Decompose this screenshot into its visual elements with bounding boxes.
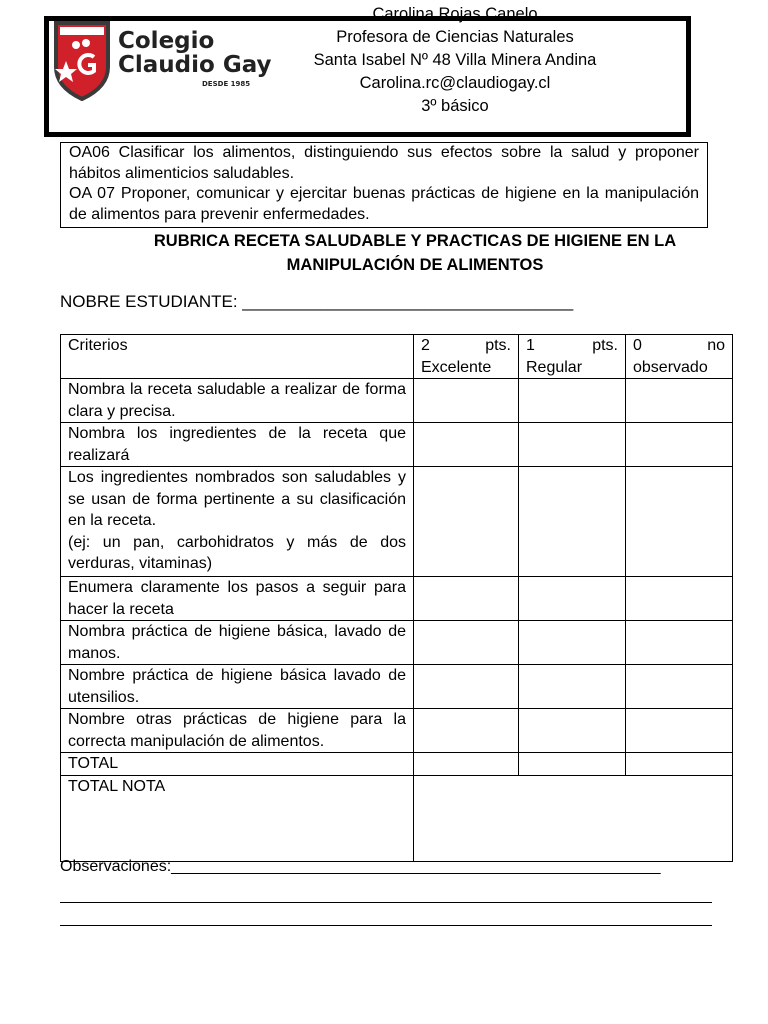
score-cell[interactable] [414, 423, 519, 467]
header-not-observed-points: 0 [633, 337, 642, 354]
score-cell[interactable] [626, 665, 733, 709]
header-excellent-unit: pts. [485, 337, 511, 354]
criterion-handwashing: Nombra práctica de higiene básica, lavado de manos. [61, 621, 414, 665]
score-cell[interactable] [414, 379, 519, 423]
score-cell[interactable] [519, 379, 626, 423]
criterion-healthy-example: (ej: un pan, carbohidratos y más de dos verduras, vitaminas) [68, 533, 406, 572]
objective-oa07: OA 07 Proponer, comunicar y ejercitar buenas prácticas de higiene en la manipulación de alimentos para prevenir enfermedades. [69, 185, 699, 223]
rubric-table [60, 334, 733, 862]
score-cell[interactable] [414, 577, 519, 621]
score-cell[interactable] [626, 621, 733, 665]
total-grade-row [61, 775, 733, 861]
objective-oa06: OA06 Clasificar los alimentos, distinguiendo sus efectos sobre la salud y proponer hábitos alimenticios saludables. [69, 144, 699, 182]
criterion-healthy-text: Los ingredientes nombrados son saludables y se usan de forma pertinente a su clasificación en la receta. [68, 469, 406, 529]
header-excellent-points: 2 [421, 337, 430, 354]
page-title [60, 229, 768, 277]
header-regular-points: 1 [526, 337, 535, 354]
criterion-other-hygiene: Nombre otras prácticas de higiene para la correcta manipulación de alimentos. [61, 709, 414, 753]
score-cell[interactable] [626, 753, 733, 776]
total-grade-label: TOTAL NOTA [61, 775, 414, 861]
title-line2: MANIPULACIÓN DE ALIMENTOS [286, 256, 544, 274]
school-logo [52, 17, 272, 101]
criterion-healthy-ingredients [61, 467, 414, 577]
school-crest-icon [52, 17, 112, 101]
score-cell[interactable] [519, 423, 626, 467]
total-grade-cell[interactable] [414, 775, 733, 861]
school-address: Santa Isabel Nº 48 Villa Minera Andina [313, 51, 597, 69]
score-cell[interactable] [626, 467, 733, 577]
score-cell[interactable] [626, 423, 733, 467]
header-regular-label: Regular [526, 358, 583, 376]
observations-field[interactable]: Observaciones:_______________________________________________________ [60, 858, 661, 875]
score-cell[interactable] [519, 753, 626, 776]
observations-line[interactable] [60, 925, 712, 926]
student-name-field[interactable]: NOBRE ESTUDIANTE: ___________________________________ [60, 292, 574, 311]
grade-level: 3º básico [421, 97, 489, 115]
score-cell[interactable] [519, 621, 626, 665]
teacher-email: Carolina.rc@claudiogay.cl [359, 74, 551, 92]
table-row [61, 577, 733, 621]
total-row [61, 753, 733, 776]
score-cell[interactable] [414, 665, 519, 709]
table-row [61, 621, 733, 665]
score-cell[interactable] [626, 709, 733, 753]
total-label: TOTAL [61, 753, 414, 776]
header-excellent [414, 335, 519, 379]
header-not-observed [626, 335, 733, 379]
score-cell[interactable] [626, 379, 733, 423]
header-regular [519, 335, 626, 379]
table-row [61, 665, 733, 709]
header-not-observed-unit: no [707, 337, 725, 354]
teacher-name: Carolina Rojas Canelo [372, 5, 538, 23]
criterion-utensils: Nombre práctica de higiene básica lavado de utensilios. [61, 665, 414, 709]
header-criteria: Criterios [61, 335, 414, 379]
criterion-ingredients: Nombra los ingredientes de la receta que realizará [61, 423, 414, 467]
score-cell[interactable] [414, 467, 519, 577]
score-cell[interactable] [414, 709, 519, 753]
score-cell[interactable] [519, 577, 626, 621]
score-cell[interactable] [414, 753, 519, 776]
learning-objectives [60, 142, 708, 228]
school-name [118, 29, 272, 77]
header-excellent-label: Excelente [421, 358, 492, 376]
header-regular-unit: pts. [592, 337, 618, 354]
school-since: DESDE 1985 [202, 80, 251, 88]
school-name-line2: Claudio Gay [118, 52, 272, 78]
criterion-steps: Enumera claramente los pasos a seguir para hacer la receta [61, 577, 414, 621]
score-cell[interactable] [519, 467, 626, 577]
score-cell[interactable] [414, 621, 519, 665]
score-cell[interactable] [519, 709, 626, 753]
teacher-contact [290, 3, 620, 118]
score-cell[interactable] [626, 577, 733, 621]
school-name-line1: Colegio [118, 28, 215, 54]
table-row [61, 467, 733, 577]
criterion-recipe-name: Nombra la receta saludable a realizar de forma clara y precisa. [61, 379, 414, 423]
table-row [61, 423, 733, 467]
score-cell[interactable] [519, 665, 626, 709]
observations-line[interactable] [60, 902, 712, 903]
title-line1: RUBRICA RECETA SALUDABLE Y PRACTICAS DE HIGIENE EN LA [153, 232, 677, 250]
header-not-observed-label: observado [633, 358, 708, 376]
teacher-role: Profesora de Ciencias Naturales [336, 28, 574, 46]
table-header-row [61, 335, 733, 379]
table-row [61, 709, 733, 753]
table-row [61, 379, 733, 423]
